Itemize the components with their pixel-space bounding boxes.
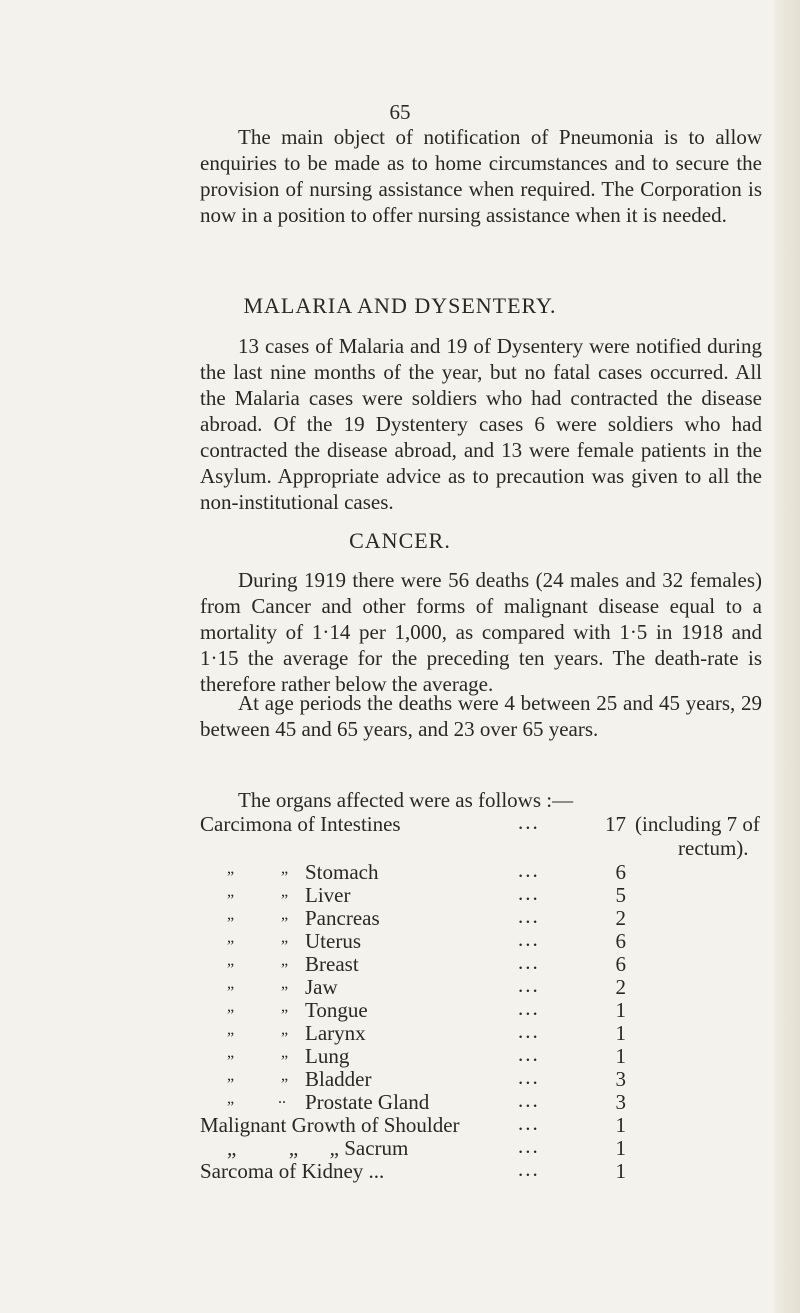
ditto-mark: „ bbox=[281, 998, 289, 1015]
leader-dots: ... bbox=[518, 810, 540, 834]
row-organ: Bladder bbox=[305, 1067, 372, 1091]
ditto-mark: „ bbox=[281, 1067, 289, 1084]
ditto-mark: „ bbox=[281, 929, 289, 946]
row-count: 6 bbox=[615, 929, 626, 953]
row-count: 6 bbox=[615, 952, 626, 976]
row-label: Malignant Growth of Shoulder bbox=[200, 1113, 460, 1137]
ditto-mark: „ bbox=[227, 998, 235, 1015]
leader-dots: ... bbox=[518, 1065, 540, 1089]
ditto-mark: „ bbox=[281, 1021, 289, 1038]
table-row bbox=[200, 1159, 800, 1182]
row-organ: Pancreas bbox=[305, 906, 380, 930]
leader-dots: ... bbox=[518, 927, 540, 951]
leader-dots: ... bbox=[518, 1042, 540, 1066]
row-count: 5 bbox=[615, 883, 626, 907]
table-row bbox=[200, 975, 800, 998]
row-count: 1 bbox=[615, 1113, 626, 1137]
leader-dots: ... bbox=[518, 1134, 540, 1158]
ditto-mark: „ bbox=[227, 1090, 235, 1107]
table-row bbox=[200, 1044, 800, 1067]
leader-dots: ... bbox=[518, 858, 540, 882]
ditto-mark: „ bbox=[227, 906, 235, 923]
row-organ: Tongue bbox=[305, 998, 368, 1022]
table-row bbox=[200, 1067, 800, 1090]
table-row bbox=[200, 860, 800, 883]
leader-dots: ... bbox=[518, 1088, 540, 1112]
row-count: 1 bbox=[615, 1021, 626, 1045]
ditto-mark: „ bbox=[281, 975, 289, 992]
cancer-heading: CANCER. bbox=[349, 528, 451, 553]
row-organ: Larynx bbox=[305, 1021, 366, 1045]
ditto-mark: „ bbox=[227, 860, 235, 877]
ditto-mark: „ bbox=[281, 860, 289, 877]
row-count: 3 bbox=[615, 1090, 626, 1114]
malaria-heading: MALARIA AND DYSENTERY. bbox=[243, 293, 557, 318]
organs-intro: The organs affected were as follows :— bbox=[238, 788, 574, 812]
row-organ: Liver bbox=[305, 883, 351, 907]
leader-dots: ... bbox=[518, 904, 540, 928]
table-row bbox=[200, 1136, 800, 1159]
page-number: 65 bbox=[389, 100, 411, 124]
table-row bbox=[200, 998, 800, 1021]
leader-dots: ... bbox=[518, 950, 540, 974]
row-count: 1 bbox=[615, 998, 626, 1022]
table-row bbox=[200, 952, 800, 975]
row-count: 17 bbox=[605, 812, 626, 836]
row-organ: Prostate Gland bbox=[305, 1090, 430, 1114]
table-row bbox=[200, 1090, 800, 1113]
ditto-mark: „ bbox=[227, 1021, 235, 1038]
row-note: (including 7 of bbox=[635, 812, 760, 836]
row-count: 1 bbox=[615, 1136, 626, 1160]
prefix-dots: .. bbox=[278, 1090, 286, 1107]
row-label: Carcimona of Intestines bbox=[200, 812, 401, 836]
leader-dots: ... bbox=[518, 881, 540, 905]
table-row bbox=[200, 906, 800, 929]
row-label: „ „ „ Sacrum bbox=[227, 1136, 409, 1160]
row-count: 1 bbox=[615, 1044, 626, 1068]
row-label: Sarcoma of Kidney ... bbox=[200, 1159, 385, 1183]
row-count: 6 bbox=[615, 860, 626, 884]
organs-table bbox=[200, 812, 800, 1182]
ditto-mark: „ bbox=[281, 906, 289, 923]
row-count: 1 bbox=[615, 1159, 626, 1183]
table-row bbox=[200, 1021, 800, 1044]
table-row bbox=[200, 812, 800, 860]
ditto-mark: „ bbox=[227, 929, 235, 946]
leader-dots: ... bbox=[518, 973, 540, 997]
ditto-mark: „ bbox=[281, 883, 289, 900]
row-count: 3 bbox=[615, 1067, 626, 1091]
age-periods-paragraph: At age periods the deaths were 4 between 25 and 45 years, 29 between 45 and 65 years, and 23 over 65 years. bbox=[200, 691, 762, 741]
row-count: 2 bbox=[615, 975, 626, 999]
ditto-mark: „ bbox=[281, 952, 289, 969]
malaria-paragraph: 13 cases of Malaria and 19 of Dysentery were notified during the last nine months of the year, but no fatal cases occurred. All the Malaria cases were soldiers who had contracted the disease abroad. Of the 19 Dystentery cases 6 were soldiers who had contracted the disease abroad, and 13 were female patients in the Asylum. Appropriate advice as to precaution was given to all the non-institutional cases. bbox=[200, 334, 762, 514]
ditto-mark: „ bbox=[227, 952, 235, 969]
ditto-mark: „ bbox=[227, 883, 235, 900]
ditto-mark: „ bbox=[227, 1067, 235, 1084]
row-count: 2 bbox=[615, 906, 626, 930]
row-note-continued: rectum). bbox=[678, 836, 749, 860]
row-organ: Jaw bbox=[305, 975, 338, 999]
pneumonia-paragraph: The main object of notification of Pneumonia is to allow enquiries to be made as to home circumstances and to secure the provision of nursing assistance when required. The Corporation is now in a position to offer nursing assistance when it is needed. bbox=[200, 125, 762, 227]
row-organ: Lung bbox=[305, 1044, 350, 1068]
row-organ: Breast bbox=[305, 952, 359, 976]
ditto-mark: „ bbox=[281, 1044, 289, 1061]
leader-dots: ... bbox=[518, 1019, 540, 1043]
table-row bbox=[200, 883, 800, 906]
ditto-mark: „ bbox=[227, 1044, 235, 1061]
row-organ: Stomach bbox=[305, 860, 379, 884]
leader-dots: ... bbox=[518, 1157, 540, 1181]
table-row bbox=[200, 929, 800, 952]
ditto-mark: „ bbox=[227, 975, 235, 992]
leader-dots: ... bbox=[518, 1111, 540, 1135]
table-row bbox=[200, 1113, 800, 1136]
row-organ: Uterus bbox=[305, 929, 361, 953]
cancer-paragraph: During 1919 there were 56 deaths (24 males and 32 females) from Cancer and other forms of malignant disease equal to a mortality of 1·14 per 1,000, as compared with 1·5 in 1918 and 1·15 the average for the preceding ten years. The death-rate is therefore rather below the average. bbox=[200, 568, 762, 696]
leader-dots: ... bbox=[518, 996, 540, 1020]
